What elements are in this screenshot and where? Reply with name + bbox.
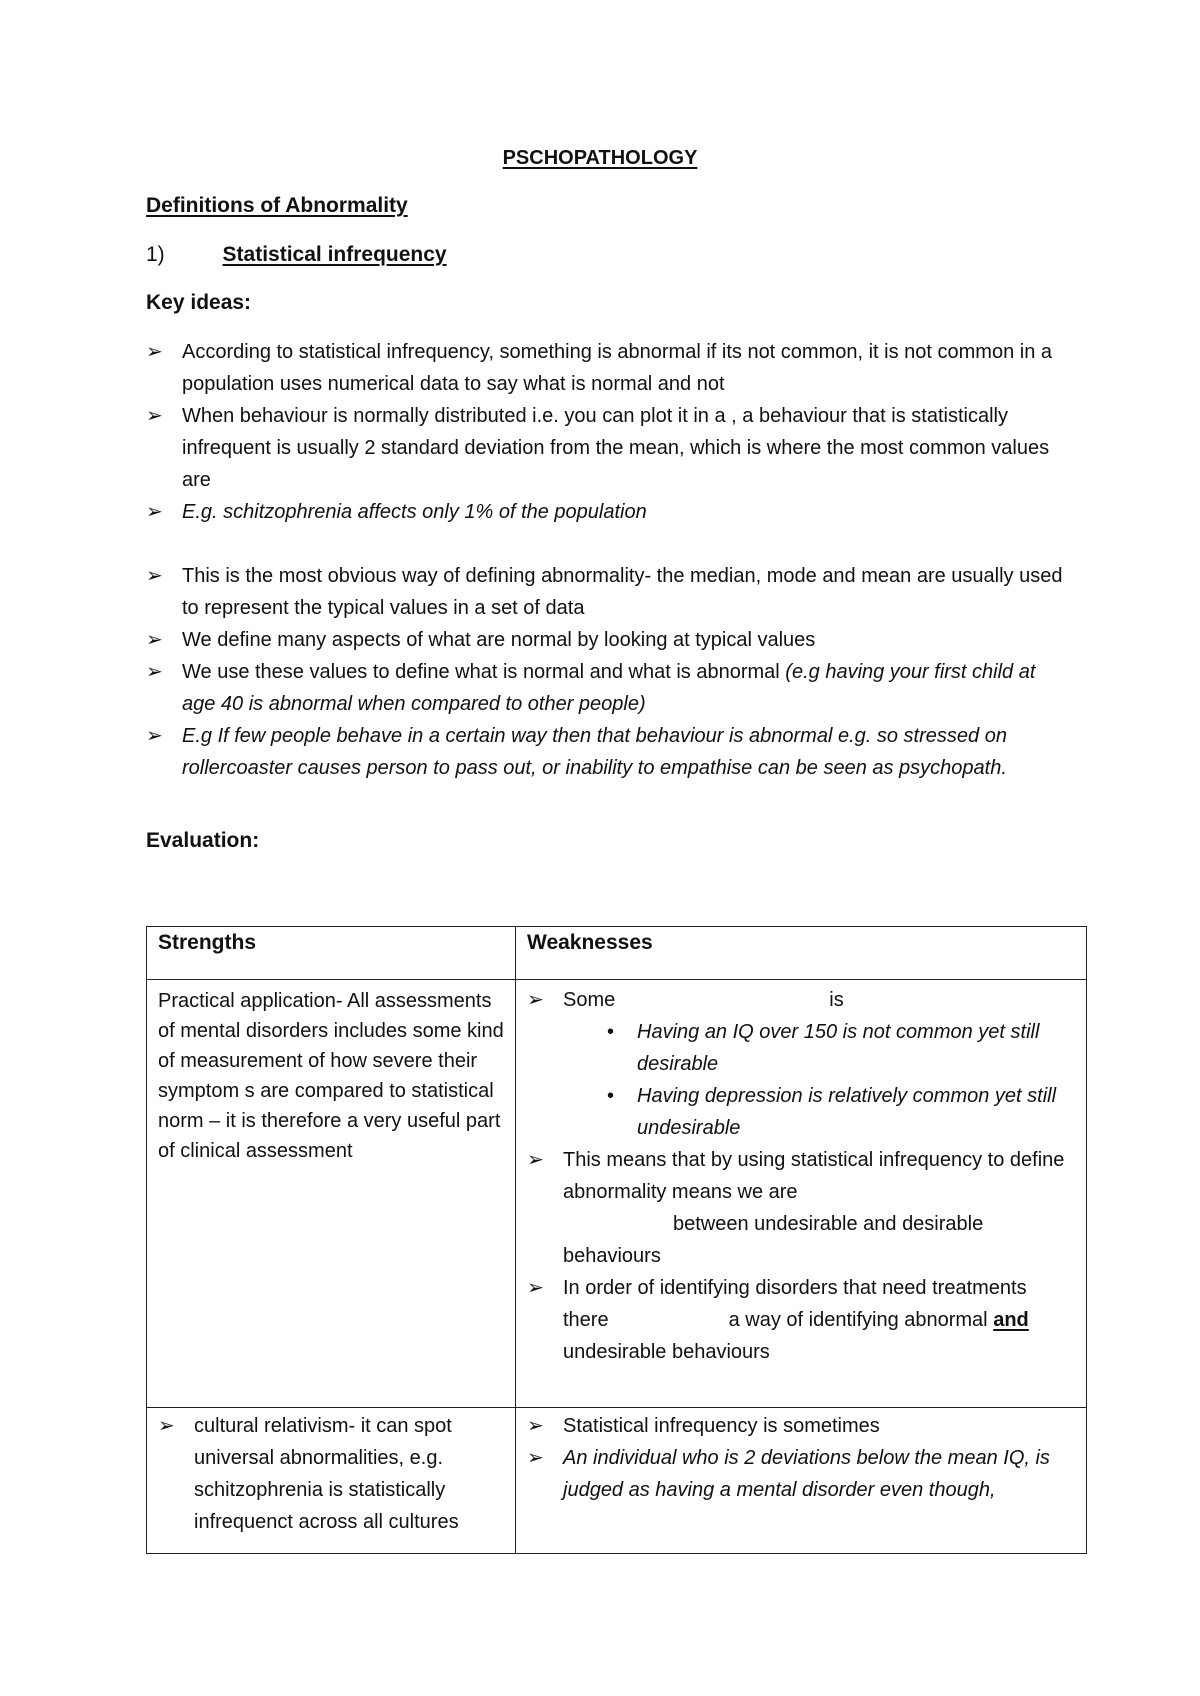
heading-number: 1) [146,243,165,266]
list-item: ➢ E.g. schitzophrenia affects only 1% of the population [146,496,1066,528]
list-item: ➢ This means that by using statistical infrequency to define abnormality means we are between undesirable and desirable behaviours [527,1144,1075,1272]
weakness-cell [516,980,1087,1408]
list-item: ➢ Some is [527,984,1075,1016]
list-item: • Having depression is relatively common yet still undesirable [637,1080,1075,1144]
sub-list [527,1016,1075,1144]
strength-cell [147,1408,516,1554]
subsection-heading: Statistical infrequency [222,243,447,266]
weakness-list [527,980,1075,1016]
weakness-cell [516,1408,1087,1554]
list-item: ➢ E.g If few people behave in a certain way then that behaviour is abnormal e.g. so stressed on rollercoaster causes person to pass out, or inability to empathise can be seen as psychopath. [146,720,1066,784]
more-ideas-list [146,560,1066,784]
arrow-bullet-icon: ➢ [158,1415,175,1437]
arrow-bullet-icon: ➢ [146,501,163,523]
list-item: ➢ An individual who is 2 deviations below the mean IQ, is judged as having a mental disorder even though, [527,1442,1075,1506]
table-row [147,980,1087,1408]
weakness-list [527,1408,1075,1506]
weaknesses-header: Weaknesses [516,927,1087,980]
list-item: ➢ We use these values to define what is normal and what is abnormal (e.g having your first child at age 40 is abnormal when compared to other people) [146,656,1066,720]
table-header-row [147,927,1087,980]
section-heading: Definitions of Abnormality [146,194,408,217]
key-ideas-heading: Key ideas: [146,291,252,314]
table-row [147,1408,1087,1554]
document-title: PSCHOPATHOLOGY [502,147,698,169]
arrow-bullet-icon: ➢ [527,1149,544,1171]
list-item: ➢ When behaviour is normally distributed i.e. you can plot it in a , a behaviour that is statistically infrequent is usually 2 standard deviation from the mean, which is where the most common values are [146,400,1066,496]
arrow-bullet-icon: ➢ [527,1277,544,1299]
arrow-bullet-icon: ➢ [146,341,163,363]
list-item: ➢ This is the most obvious way of defining abnormality- the median, mode and mean are usually used to represent the typical values in a set of data [146,560,1066,624]
strength-list [158,1408,504,1538]
evaluation-table [146,926,1087,1554]
arrow-bullet-icon: ➢ [527,1415,544,1437]
weakness-list [527,1144,1075,1368]
bullet-icon: • [607,1021,615,1043]
arrow-bullet-icon: ➢ [146,629,163,651]
list-item: ➢ cultural relativism- it can spot universal abnormalities, e.g. schitzophrenia is statistically infrequenct across all cultures [158,1410,504,1538]
evaluation-heading: Evaluation: [146,829,260,852]
list-item: ➢ In order of identifying disorders that need treatments there a way of identifying abnormal and undesirable behaviours [527,1272,1075,1368]
list-item: ➢ According to statistical infrequency, something is abnormal if its not common, it is not common in a population uses numerical data to say what is normal and not [146,336,1066,400]
list-item: ➢ Statistical infrequency is sometimes [527,1410,1075,1442]
arrow-bullet-icon: ➢ [146,725,163,747]
arrow-bullet-icon: ➢ [146,661,163,683]
key-ideas-list [146,336,1066,528]
bullet-icon: • [607,1085,615,1107]
list-item: ➢ We define many aspects of what are normal by looking at typical values [146,624,1066,656]
strength-text: Practical application- All assessments of mental disorders includes some kind of measurement of how severe their symptom s are compared to statistical norm – it is therefore a very useful part of clinical assessment [158,990,504,1162]
arrow-bullet-icon: ➢ [527,1447,544,1469]
numbered-heading [146,243,447,267]
arrow-bullet-icon: ➢ [146,405,163,427]
strengths-header: Strengths [147,927,516,980]
list-item: • Having an IQ over 150 is not common yet still desirable [637,1016,1075,1080]
strength-cell [147,980,516,1408]
arrow-bullet-icon: ➢ [527,989,544,1011]
arrow-bullet-icon: ➢ [146,565,163,587]
